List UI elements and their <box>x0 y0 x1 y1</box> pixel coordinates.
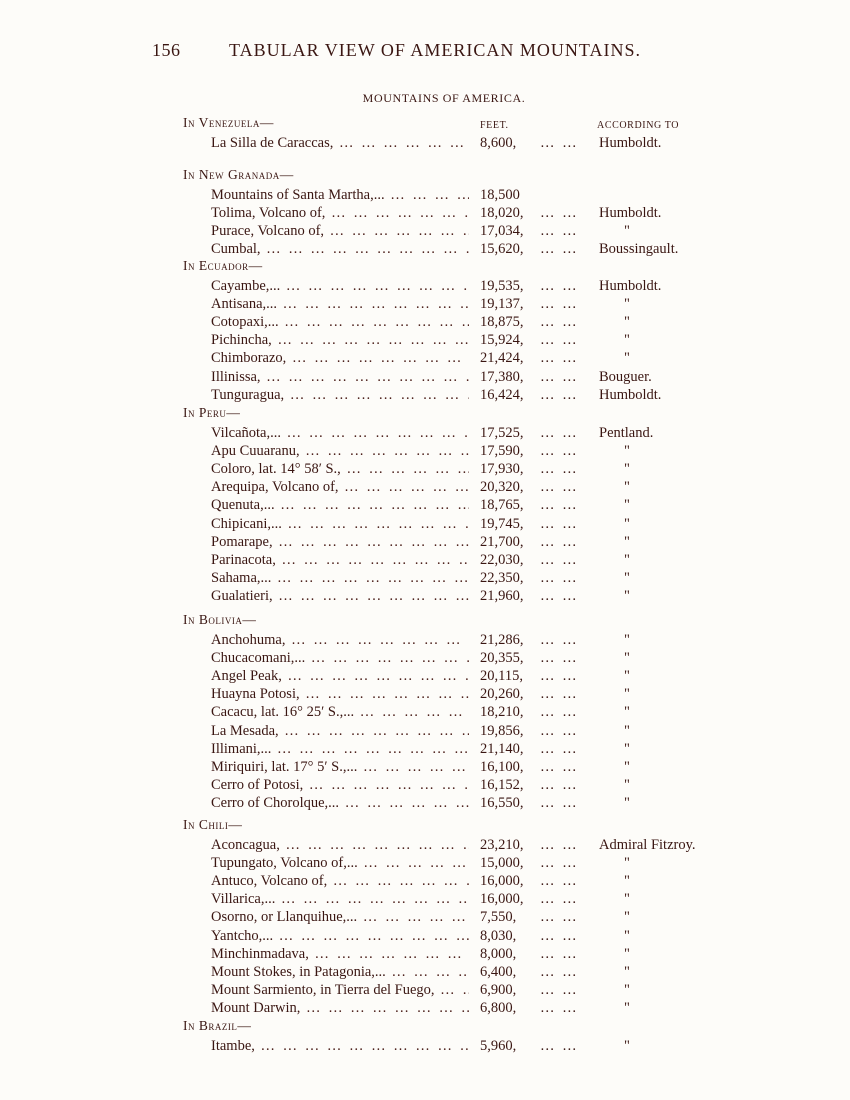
height-feet: 15,924, <box>480 332 524 349</box>
height-feet: 20,355, <box>480 650 524 667</box>
authority: Bouguer. <box>599 368 652 385</box>
height-feet: 8,000, <box>480 945 517 962</box>
height-feet: 18,020, <box>480 205 524 222</box>
authority: " <box>624 794 630 811</box>
table-row <box>0 222 850 240</box>
height-feet: 21,424, <box>480 350 524 367</box>
dot-leader: … … <box>540 479 579 496</box>
table-row <box>0 515 850 533</box>
height-feet: 6,900, <box>480 981 517 998</box>
height-feet: 16,152, <box>480 776 524 793</box>
authority: " <box>624 776 630 793</box>
dot-leader: … … <box>540 981 579 998</box>
height-feet: 20,115, <box>480 668 523 685</box>
mountain-name: Angel Peak, … … … … … … … … … … … … … … … … … … … … <box>211 667 469 685</box>
table-row <box>0 872 850 890</box>
height-feet: 17,930, <box>480 461 524 478</box>
table-row <box>0 569 850 587</box>
table-row <box>0 442 850 460</box>
mountain-name: Illimani,... … … … … … … … … … … … … … … … … … … … … <box>211 740 469 758</box>
region-heading: In Peru— <box>183 405 241 420</box>
authority: Humboldt. <box>599 205 662 222</box>
mountain-name: Coloro, lat. 14° 58′ S., … … … … … … … … … … … … … … … … … … … … <box>211 460 469 478</box>
dot-leader: … … <box>540 443 579 460</box>
mountain-name: Quenuta,... … … … … … … … … … … … … … … … … … … … … <box>211 496 469 514</box>
authority: " <box>624 443 630 460</box>
region-heading: In Venezuela— <box>183 115 274 130</box>
dot-leader: … … <box>540 587 579 604</box>
height-feet: 21,286, <box>480 632 524 648</box>
dot-leader: … … <box>540 999 579 1016</box>
authority: " <box>624 999 630 1016</box>
authority: " <box>624 686 630 703</box>
authority: " <box>624 461 630 478</box>
table-row <box>0 533 850 551</box>
authority: " <box>624 650 630 667</box>
height-feet: 6,800, <box>480 999 517 1016</box>
table-row <box>0 945 850 963</box>
dot-leader: … … <box>540 332 579 349</box>
dot-leader: … … <box>540 704 579 721</box>
dot-leader: … … <box>540 668 579 685</box>
authority: " <box>624 587 630 604</box>
dot-leader: … … <box>540 686 579 703</box>
mountain-name: Antuco, Volcano of, … … … … … … … … … … … … … … … … … … … … <box>211 872 469 890</box>
height-feet: 8,030, <box>480 927 517 944</box>
column-header-feet: FEET. <box>480 120 509 131</box>
mountain-name: Chucacomani,... … … … … … … … … … … … … … … … … … … … … <box>211 649 469 667</box>
authority: " <box>624 855 630 872</box>
region-heading: In Brazil— <box>183 1018 252 1033</box>
mountain-name: Pomarape, … … … … … … … … … … … … … … … … … … … … <box>211 533 469 551</box>
table-row <box>0 963 850 981</box>
table-row <box>0 277 850 295</box>
authority: Pentland. <box>599 425 654 441</box>
authority: " <box>624 296 630 313</box>
authority: " <box>624 758 630 775</box>
authority: " <box>624 350 630 367</box>
height-feet: 20,260, <box>480 686 524 703</box>
authority: " <box>624 314 630 331</box>
mountain-name: Vilcañota,... … … … … … … … … … … … … … … … … … … … … <box>211 424 469 442</box>
authority: " <box>624 722 630 739</box>
authority: " <box>624 515 630 532</box>
dot-leader: … … <box>540 205 579 222</box>
table-row <box>0 794 850 812</box>
authority: " <box>624 873 630 890</box>
table-row <box>0 758 850 776</box>
dot-leader: … … <box>540 927 579 944</box>
mountain-name: Chimborazo, … … … … … … … … … … … … … … … … … … … … <box>211 349 469 367</box>
dot-leader: … … <box>540 368 579 385</box>
mountain-name: Itambe, … … … … … … … … … … … … … … … … … … … … <box>211 1037 469 1055</box>
column-header-authority: ACCORDING TO <box>597 120 680 131</box>
table-row <box>0 368 850 386</box>
authority: " <box>624 569 630 586</box>
authority: " <box>624 223 630 240</box>
table-row <box>0 349 850 367</box>
dot-leader: … … <box>540 873 579 890</box>
authority: " <box>624 497 630 514</box>
mountain-name: Cerro of Potosi, … … … … … … … … … … … … … … … … … … … … <box>211 776 469 794</box>
mountain-name: Tunguragua, … … … … … … … … … … … … … … … … … … … … <box>211 386 469 404</box>
authority: " <box>624 332 630 349</box>
region-heading: In Bolivia— <box>183 612 257 627</box>
mountain-name: Miriquiri, lat. 17° 5′ S.,... … … … … … … … … … … … … … … … … … … … … <box>211 758 469 776</box>
dot-leader: … … <box>540 569 579 586</box>
dot-leader: … … <box>540 776 579 793</box>
dot-leader: … … <box>540 497 579 514</box>
authority: " <box>624 909 630 926</box>
dot-leader: … … <box>540 386 579 403</box>
dot-leader: … … <box>540 314 579 331</box>
table-row <box>0 551 850 569</box>
authority: Humboldt. <box>599 386 662 403</box>
dot-leader: … … <box>540 515 579 532</box>
height-feet: 16,000, <box>480 873 524 890</box>
height-feet: 16,100, <box>480 758 524 775</box>
mountain-name: Apu Cuuaranu, … … … … … … … … … … … … … … … … … … … … <box>211 442 469 460</box>
authority: " <box>624 668 630 685</box>
running-head: TABULAR VIEW OF AMERICAN MOUNTAINS. <box>229 40 641 60</box>
mountain-name: Tolima, Volcano of, … … … … … … … … … … … … … … … … … … … … <box>211 204 469 222</box>
mountain-name: Minchinmadava, … … … … … … … … … … … … … … … … … … … … <box>211 945 469 963</box>
mountain-name: Mount Darwin, … … … … … … … … … … … … … … … … … … … … <box>211 999 469 1017</box>
height-feet: 19,856, <box>480 722 524 739</box>
height-feet: 17,590, <box>480 443 524 460</box>
dot-leader: … … <box>540 909 579 926</box>
height-feet: 15,000, <box>480 855 524 872</box>
height-feet: 23,210, <box>480 837 524 853</box>
table-row <box>0 854 850 872</box>
dot-leader: … … <box>540 350 579 367</box>
height-feet: 21,140, <box>480 740 524 757</box>
table-row <box>0 1037 850 1055</box>
mountain-name: Cerro of Chorolque,... … … … … … … … … … … … … … … … … … … … … <box>211 794 469 812</box>
authority: Boussingault. <box>599 241 679 258</box>
height-feet: 18,500 <box>480 187 520 203</box>
height-feet: 22,030, <box>480 551 524 568</box>
mountain-name: Yantcho,... … … … … … … … … … … … … … … … … … … … … <box>211 927 469 945</box>
table-row <box>0 740 850 758</box>
mountain-name: Cumbal, … … … … … … … … … … … … … … … … … … … … <box>211 240 469 258</box>
mountain-name: Chipicani,... … … … … … … … … … … … … … … … … … … … … <box>211 515 469 533</box>
dot-leader: … … <box>540 758 579 775</box>
height-feet: 16,424, <box>480 386 524 403</box>
table-title: MOUNTAINS OF AMERICA. <box>362 91 526 105</box>
authority: " <box>624 632 630 648</box>
height-feet: 18,210, <box>480 704 524 721</box>
height-feet: 7,550, <box>480 909 517 926</box>
height-feet: 19,535, <box>480 278 524 294</box>
dot-leader: … … <box>540 945 579 962</box>
authority: " <box>624 945 630 962</box>
height-feet: 8,600, <box>480 135 517 151</box>
height-feet: 16,000, <box>480 891 524 908</box>
table-row <box>0 186 850 204</box>
mountain-name: Cotopaxi,... … … … … … … … … … … … … … … … … … … … … <box>211 313 469 331</box>
region-heading: In New Granada— <box>183 167 294 182</box>
height-feet: 18,875, <box>480 314 524 331</box>
table-row <box>0 999 850 1017</box>
authority: " <box>624 981 630 998</box>
dot-leader: … … <box>540 278 579 294</box>
mountain-name: La Silla de Caraccas, … … … … … … … … … … … … … … … … … … … … <box>211 134 469 152</box>
height-feet: 19,745, <box>480 515 524 532</box>
authority: " <box>624 927 630 944</box>
dot-leader: … … <box>540 963 579 980</box>
table-row <box>0 240 850 258</box>
table-row <box>0 685 850 703</box>
table-row <box>0 313 850 331</box>
mountain-name: Antisana,... … … … … … … … … … … … … … … … … … … … … <box>211 295 469 313</box>
table-row <box>0 981 850 999</box>
mountain-name: Cayambe,... … … … … … … … … … … … … … … … … … … … … <box>211 277 469 295</box>
dot-leader: … … <box>540 794 579 811</box>
table-row <box>0 587 850 605</box>
height-feet: 20,320, <box>480 479 524 496</box>
mountain-name: Parinacota, … … … … … … … … … … … … … … … … … … … … <box>211 551 469 569</box>
region-heading: In Chili— <box>183 817 243 832</box>
height-feet: 6,400, <box>480 963 517 980</box>
table-row <box>0 496 850 514</box>
authority: " <box>624 479 630 496</box>
table-row <box>0 295 850 313</box>
mountain-name: Huayna Potosi, … … … … … … … … … … … … … … … … … … … … <box>211 685 469 703</box>
height-feet: 21,960, <box>480 587 524 604</box>
authority: " <box>624 533 630 550</box>
table-row <box>0 460 850 478</box>
authority: " <box>624 891 630 908</box>
table-row <box>0 836 850 854</box>
table-row <box>0 649 850 667</box>
dot-leader: … … <box>540 533 579 550</box>
height-feet: 18,765, <box>480 497 524 514</box>
height-feet: 21,700, <box>480 533 524 550</box>
table-row <box>0 703 850 721</box>
mountain-name: Mount Stokes, in Patagonia,... … … … … … … … … … … … … … … … … … … … … <box>211 963 469 981</box>
dot-leader: … … <box>540 425 579 441</box>
table-row <box>0 890 850 908</box>
dot-leader: … … <box>540 740 579 757</box>
table-row <box>0 478 850 496</box>
height-feet: 17,525, <box>480 425 524 441</box>
authority: Humboldt. <box>599 278 662 294</box>
authority: " <box>624 1038 630 1054</box>
mountain-name: Gualatieri, … … … … … … … … … … … … … … … … … … … … <box>211 587 469 605</box>
page-number: 156 <box>152 40 181 60</box>
region-heading: In Ecuador— <box>183 258 263 273</box>
dot-leader: … … <box>540 223 579 240</box>
authority: Admiral Fitzroy. <box>599 837 696 853</box>
mountain-name: Villarica,... … … … … … … … … … … … … … … … … … … … … <box>211 890 469 908</box>
authority: " <box>624 963 630 980</box>
mountain-name: Illinissa, … … … … … … … … … … … … … … … … … … … … <box>211 368 469 386</box>
dot-leader: … … <box>540 551 579 568</box>
mountain-name: Pichincha, … … … … … … … … … … … … … … … … … … … … <box>211 331 469 349</box>
table-row <box>0 424 850 442</box>
mountain-name: Cacacu, lat. 16° 25′ S.,... … … … … … … … … … … … … … … … … … … … … <box>211 703 469 721</box>
table-row <box>0 631 850 649</box>
height-feet: 16,550, <box>480 794 524 811</box>
height-feet: 22,350, <box>480 569 524 586</box>
mountain-name: Sahama,... … … … … … … … … … … … … … … … … … … … … <box>211 569 469 587</box>
dot-leader: … … <box>540 296 579 313</box>
mountain-name: Anchohuma, … … … … … … … … … … … … … … … … … … … … <box>211 631 469 649</box>
dot-leader: … … <box>540 891 579 908</box>
mountain-name: La Mesada, … … … … … … … … … … … … … … … … … … … … <box>211 722 469 740</box>
table-row <box>0 204 850 222</box>
dot-leader: … … <box>540 632 579 648</box>
authority: " <box>624 704 630 721</box>
height-feet: 19,137, <box>480 296 524 313</box>
mountain-name: Tupungato, Volcano of,... … … … … … … … … … … … … … … … … … … … … <box>211 854 469 872</box>
dot-leader: … … <box>540 855 579 872</box>
mountain-name: Purace, Volcano of, … … … … … … … … … … … … … … … … … … … … <box>211 222 469 240</box>
mountain-name: Osorno, or Llanquihue,... … … … … … … … … … … … … … … … … … … … … <box>211 908 469 926</box>
dot-leader: … … <box>540 650 579 667</box>
table-row <box>0 908 850 926</box>
dot-leader: … … <box>540 722 579 739</box>
authority: Humboldt. <box>599 135 662 151</box>
table-row <box>0 331 850 349</box>
mountain-name: Mount Sarmiento, in Tierra del Fuego, … … … … … … … … … … … … … … … … … … … … <box>211 981 469 999</box>
dot-leader: … … <box>540 1038 579 1054</box>
height-feet: 5,960, <box>480 1038 517 1054</box>
table-row <box>0 134 850 152</box>
table-row <box>0 386 850 404</box>
authority: " <box>624 551 630 568</box>
mountain-name: Arequipa, Volcano of, … … … … … … … … … … … … … … … … … … … … <box>211 478 469 496</box>
dot-leader: … … <box>540 461 579 478</box>
dot-leader: … … <box>540 837 579 853</box>
height-feet: 17,034, <box>480 223 524 240</box>
mountain-name: Aconcagua, … … … … … … … … … … … … … … … … … … … … <box>211 836 469 854</box>
dot-leader: … … <box>540 135 579 151</box>
table-row <box>0 776 850 794</box>
height-feet: 17,380, <box>480 368 524 385</box>
table-row <box>0 927 850 945</box>
dot-leader: … … <box>540 241 579 258</box>
height-feet: 15,620, <box>480 241 524 258</box>
table-row <box>0 722 850 740</box>
table-row <box>0 667 850 685</box>
mountain-name: Mountains of Santa Martha,... … … … … … … … … … … … … … … … … … … … … <box>211 186 469 204</box>
authority: " <box>624 740 630 757</box>
